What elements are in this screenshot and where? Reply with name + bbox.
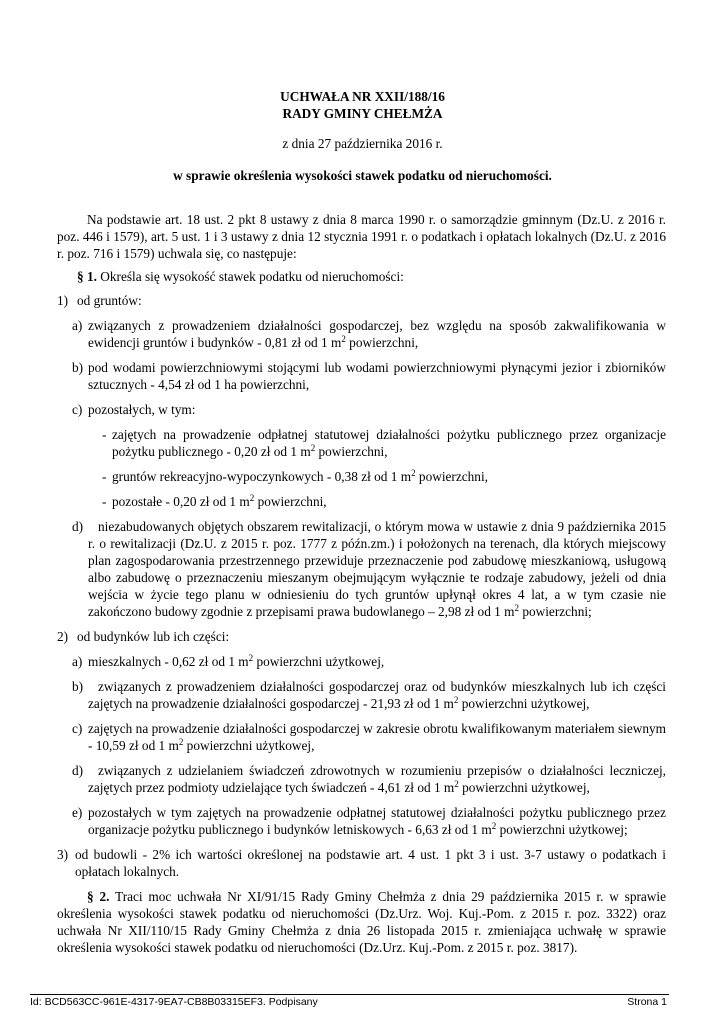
item-2-a: [72, 653, 666, 670]
section-2-marker: § 2.: [87, 889, 110, 904]
item-1-c-label: pozostałych, w tym:: [88, 402, 196, 417]
section-2: [57, 888, 666, 956]
item-3-marker: 3): [57, 847, 69, 862]
item-2: [57, 628, 666, 645]
section-1-marker: § 1.: [77, 269, 97, 284]
item-1-c-marker: c): [72, 402, 83, 417]
item-3: [57, 846, 666, 880]
document-header: [0, 88, 725, 184]
item-1-d-text: niezabudowanych objętych obszarem rewitalizacji, o którym mowa w ustawie z dnia 9 października 2015 r. o rewitalizacji (Dz.U. z 2015 r. poz. 1777 z późn.zm.) i położonych na terenach, dla których miejscowy plan zagospodarowania przestrzennego przewiduje przeznaczenie pod zabudowę mieszkaniową, usługową albo zabudowę o przeznaczeniu mieszanym obejmującym wyłącznie te rodzaje zabudowy, jeżeli od dnia wejścia w życie tego planu w odniesieniu do tych gruntów upłynął okres 4 lat, a w tym czasie nie zakończono budowy zgodnie z przepisami prawa budowlanego – 2,98 zł od 1 $m^2$ powierzchni;: [88, 519, 666, 619]
section-1-intro: [57, 268, 666, 285]
item-1-label: od gruntów:: [77, 293, 142, 308]
council-name: RADY GMINY CHEŁMŻA: [282, 106, 443, 121]
item-2-marker: 2): [57, 629, 69, 644]
item-2-e-marker: e): [72, 805, 83, 820]
item-1-marker: 1): [57, 293, 69, 308]
item-1-a-text: związanych z prowadzeniem działalności gospodarczej, bez względu na sposób zakwalifikowania w ewidencji gruntów i budynków - 0,81 zł od 1 $m^2$ powierzchni,: [88, 318, 666, 350]
resolution-date: z dnia 27 października 2016 r.: [282, 136, 443, 151]
footer-divider: [30, 994, 669, 995]
item-2-label: od budynków lub ich części:: [77, 629, 230, 644]
item-1-d-marker: d): [72, 519, 84, 534]
item-1-c: [72, 401, 666, 418]
section-1-text: Określa się wysokość stawek podatku od nieruchomości:: [96, 269, 404, 284]
item-1-c-dash-3: - pozostałe - 0,20 zł od 1 $m^2$ powierzchni,: [102, 493, 666, 510]
item-2-d: [72, 762, 666, 796]
item-1-a-marker: a): [72, 318, 83, 333]
item-1-a: [72, 317, 666, 351]
document-id: Id: BCD563CC-961E-4317-9EA7-CB8B03315EF3. Podpisany: [30, 996, 318, 1008]
item-1: [57, 292, 666, 309]
resolution-subject: w sprawie określenia wysokości stawek podatku od nieruchomości.: [173, 168, 552, 183]
item-2-e: [72, 804, 666, 838]
item-2-c: [72, 720, 666, 754]
item-2-d-marker: d): [72, 763, 84, 778]
preamble: Na podstawie art. 18 ust. 2 pkt 8 ustawy z dnia 8 marca 1990 r. o samorządzie gminnym (Dz.U. z 2016 r. poz. 446 i 1579), art. 5 ust. 1 i 3 ustawy z dnia 12 stycznia 1991 r. o podatkach i opłatach lokalnych (Dz.U. z 2016 r. poz. 716 i 1579) uchwala się, co następuje:: [57, 212, 666, 261]
item-1-c-dash-3-text: pozostałe - 0,20 zł od 1 $m^2$ powierzchni,: [112, 493, 327, 509]
item-2-c-text: zajętych na prowadzenie działalności gospodarczej w zakresie obrotu kwalifikowanym materiałem siewnym - 10,59 zł od 1 $m^2$ powierzchni użytkowej,: [88, 721, 666, 753]
item-1-b-text: pod wodami powierzchniowymi stojącymi lub wodami powierzchniowymi płynącymi jezior i zbiorników sztucznych - 4,54 zł od 1 ha powierzchni,: [88, 360, 666, 392]
item-1-b: [72, 359, 666, 393]
item-2-d-text: związanych z udzielaniem świadczeń zdrowotnych w rozumieniu przepisów o działalności leczniczej, zajętych przez podmioty udzielające tych świadczeń - 4,61 zł od 1 $m^2$ powierzchni użytkowej,: [88, 763, 666, 795]
item-2-b: [72, 678, 666, 712]
item-1-c-dash-2-text: gruntów rekreacyjno-wypoczynkowych - 0,38 zł od 1 $m^2$ powierzchni,: [112, 468, 488, 484]
item-2-a-marker: a): [72, 654, 83, 669]
item-1-c-dash-1-text: zajętych na prowadzenie odpłatnej statutowej działalności pożytku publicznego przez organizacje pożytku publicznego - 0,20 zł od 1 $m^2$ powierzchni,: [112, 427, 666, 459]
page-number: Strona 1: [627, 996, 667, 1008]
resolution-title: UCHWAŁA NR XXII/188/16: [280, 89, 445, 104]
item-2-b-marker: b): [72, 679, 84, 694]
item-2-a-text: mieszkalnych - 0,62 zł od 1 $m^2$ powierzchni użytkowej,: [88, 653, 385, 669]
item-1-b-marker: b): [72, 360, 84, 375]
item-1-c-dash-1: - zajętych na prowadzenie odpłatnej statutowej działalności pożytku publicznego przez organizacje pożytku publicznego - 0,20 zł od 1 $m^2$ powierzchni,: [102, 427, 666, 459]
item-3-text: od budowli - 2% ich wartości określonej na podstawie art. 4 ust. 1 pkt 3 i ust. 3-7 ustawy o podatkach i opłatach lokalnych.: [75, 847, 666, 879]
item-2-e-text: pozostałych w tym zajętych na prowadzenie odpłatnej statutowej działalności pożytku publicznego przez organizacje pożytku publicznego i budynków letniskowych - 6,63 zł od 1 $m^2$ powierzchni użytkowej;: [88, 805, 666, 837]
item-2-b-text: związanych z prowadzeniem działalności gospodarczej oraz od budynków mieszkalnych lub ich części zajętych na prowadzenie działalności gospodarczej - 21,93 zł od 1 $m^2$ powierzchni użytkowej,: [88, 679, 666, 711]
document-body: [57, 211, 666, 956]
item-2-c-marker: c): [72, 721, 83, 736]
item-1-d: [72, 518, 666, 620]
item-1-c-dash-2: - gruntów rekreacyjno-wypoczynkowych - 0,38 zł od 1 $m^2$ powierzchni,: [102, 468, 666, 485]
section-2-text: Traci moc uchwała Nr XI/91/15 Rady Gminy Chełmża z dnia 29 października 2015 r. w sprawie określenia wysokości stawek podatku od nieruchomości (Dz.Urz. Woj. Kuj.-Pom. z 2015 r. poz. 3322) oraz uchwała Nr XII/110/15 Rady Gminy Chełmża z dnia 26 listopada 2015 r. zmieniająca uchwałę w sprawie określenia wysokości stawek podatku od nieruchomości (Dz.Urz. Kuj.-Pom. z 2015 r. poz. 3817).: [57, 889, 666, 955]
